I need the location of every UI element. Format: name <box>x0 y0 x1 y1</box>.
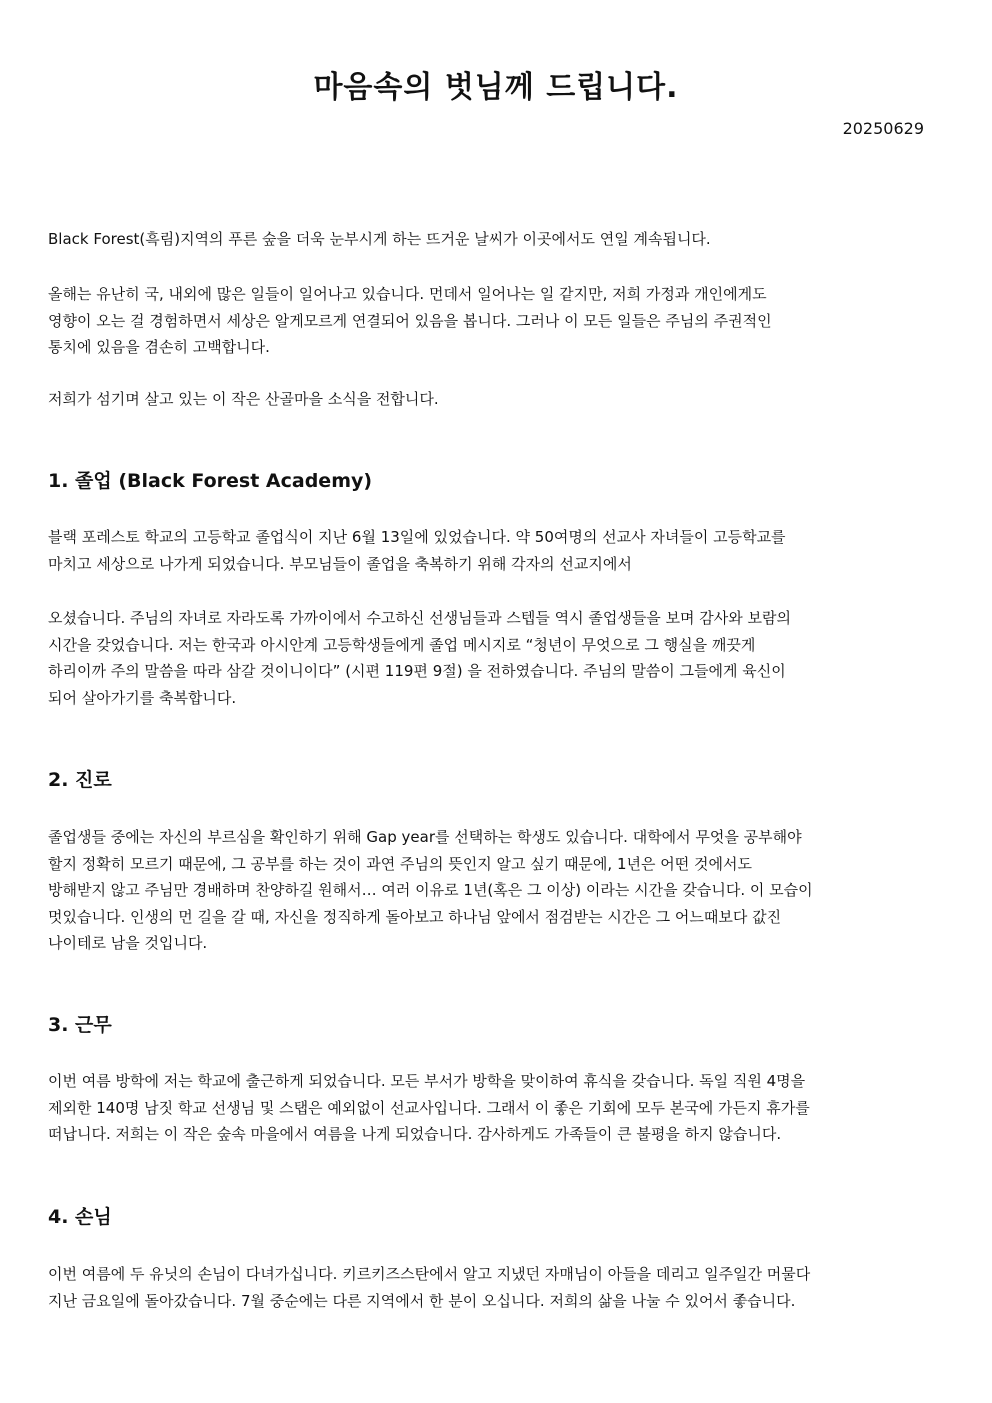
section-3-paragraph-1 <box>48 1068 948 1148</box>
intro-paragraph-1 <box>48 226 948 253</box>
text-line: 할지 정확히 모르기 때문에, 그 공부를 하는 것이 과연 주님의 뜻인지 알고 싶기 때문에, 1년은 어떤 것에서도 <box>48 854 752 873</box>
text-line: 오셨습니다. 주님의 자녀로 자라도록 가까이에서 수고하신 선생님들과 스텝들 역시 졸업생들을 보며 감사와 보람의 <box>48 609 792 627</box>
section-2-paragraph-1 <box>48 824 948 957</box>
text-line: 블랙 포레스토 학교의 고등학교 졸업식이 지난 6월 13일에 있었습니다. 약 50여명의 선교사 자녀들이 고등학교를 <box>48 528 786 546</box>
page-title: 마음속의 벗님께 드립니다. <box>313 70 679 105</box>
text-line: 멋있습니다. 인생의 먼 길을 갈 때, 자신을 정직하게 돌아보고 하나님 앞에서 점검받는 시간은 그 어느때보다 값진 <box>48 907 782 926</box>
text-line: 통치에 있음을 겸손히 고백합니다. <box>48 338 270 356</box>
intro-paragraph-2 <box>48 281 948 361</box>
text-line: 방해받지 않고 주님만 경배하며 찬양하길 원해서… 여러 이유로 1년(혹은 그 이상) 이라는 시간을 갖습니다. 이 모습이 <box>48 881 813 899</box>
text-line: 되어 살아가기를 축복합니다. <box>48 688 237 707</box>
text-line: 마치고 세상으로 나가게 되었습니다. 부모님들이 졸업을 축복하기 위해 각자의 선교지에서 <box>48 554 632 573</box>
section-heading-work: 3. 근무 <box>48 1014 112 1036</box>
text-line: 시간을 갖었습니다. 저는 한국과 아시안계 고등학생들에게 졸업 메시지로 “청년이 무엇으로 그 행실을 깨끗게 <box>48 635 756 654</box>
section-1-paragraph-1 <box>48 524 948 577</box>
section-1-paragraph-2 <box>48 605 948 711</box>
section-heading-guests: 4. 손님 <box>48 1206 112 1228</box>
text-line: 나이테로 남을 것입니다. <box>48 934 208 952</box>
text-line: 이번 여름 방학에 저는 학교에 출근하게 되었습니다. 모든 부서가 방학을 맞이하여 휴식을 갖습니다. 독일 직원 4명을 <box>48 1072 806 1090</box>
text-line: 하리이까 주의 말씀을 따라 삼갈 것이니이다” (시편 119편 9절) 을 전하였습니다. 주님의 말씀이 그들에게 육신이 <box>48 662 786 680</box>
text-line: 제외한 140명 남짓 학교 선생님 및 스탭은 예외없이 선교사입니다. 그래서 이 좋은 기회에 모두 본국에 가든지 휴가를 <box>48 1098 810 1117</box>
section-4-paragraph-1 <box>48 1261 948 1314</box>
text-line: 이번 여름에 두 유닛의 손님이 다녀가십니다. 키르키즈스탄에서 알고 지냈던 자매님이 아들을 데리고 일주일간 머물다 <box>48 1265 811 1283</box>
text-line: Black Forest(흑림)지역의 푸른 숲을 더욱 눈부시게 하는 뜨거운 날씨가 이곳에서도 연일 계속됩니다. <box>48 230 711 248</box>
document-date: 20250629 <box>842 119 924 138</box>
text-line: 졸업생들 중에는 자신의 부르심을 확인하기 위해 Gap year를 선택하는 학생도 있습니다. 대학에서 무엇을 공부해야 <box>48 828 802 846</box>
section-heading-career-path: 2. 진로 <box>48 769 112 791</box>
text-line: 영향이 오는 걸 경험하면서 세상은 알게모르게 연결되어 있음을 봅니다. 그러나 이 모든 일들은 주님의 주권적인 <box>48 311 772 330</box>
text-line: 저희가 섬기며 살고 있는 이 작은 산골마을 소식을 전합니다. <box>48 390 439 408</box>
text-line: 지난 금요일에 돌아갔습니다. 7월 중순에는 다른 지역에서 한 분이 오십니다. 저희의 삶을 나눌 수 있어서 좋습니다. <box>48 1291 796 1310</box>
text-line: 올해는 유난히 국, 내외에 많은 일들이 일어나고 있습니다. 먼데서 일어나는 일 같지만, 저희 가정과 개인에게도 <box>48 285 767 303</box>
text-line: 떠납니다. 저희는 이 작은 숲속 마을에서 여름을 나게 되었습니다. 감사하게도 가족들이 큰 불평을 하지 않습니다. <box>48 1125 782 1143</box>
intro-paragraph-3 <box>48 386 948 413</box>
section-heading-graduation: 1. 졸업 (Black Forest Academy) <box>48 470 373 492</box>
